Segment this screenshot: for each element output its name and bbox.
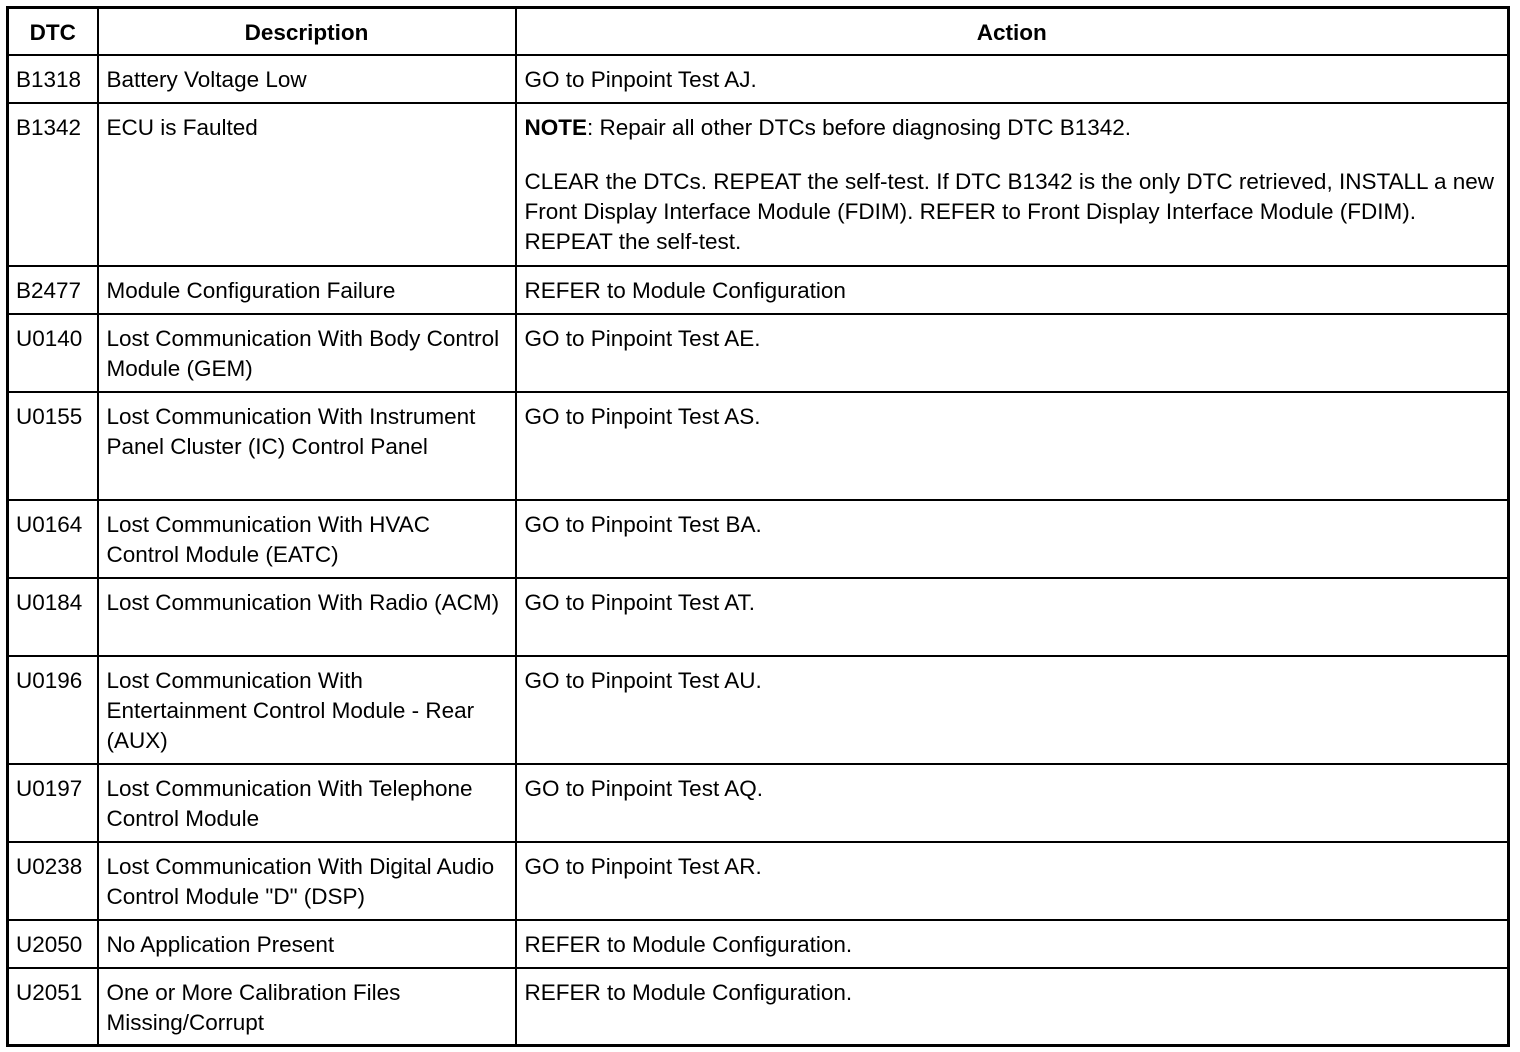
table-row	[8, 764, 1509, 842]
table-row	[8, 578, 1509, 656]
table-row	[8, 314, 1509, 392]
dtc-description: Lost Communication With Entertainment Control Module - Rear (AUX)	[98, 656, 516, 764]
dtc-action: GO to Pinpoint Test AQ.	[516, 764, 1509, 842]
header-dtc: DTC	[8, 8, 98, 55]
dtc-description: One or More Calibration Files Missing/Corrupt	[98, 968, 516, 1046]
dtc-description: No Application Present	[98, 920, 516, 968]
dtc-code: U0196	[8, 656, 98, 764]
dtc-code: U2051	[8, 968, 98, 1046]
dtc-action: GO to Pinpoint Test AU.	[516, 656, 1509, 764]
dtc-code: U0155	[8, 392, 98, 500]
table-row	[8, 656, 1509, 764]
dtc-code: U0164	[8, 500, 98, 578]
dtc-code: U0238	[8, 842, 98, 920]
table-row	[8, 500, 1509, 578]
action-text: CLEAR the DTCs. REPEAT the self-test. If DTC B1342 is the only DTC retrieved, INSTALL a new Front Display Interface Module (FDIM). REFER to Front Display Interface Module (FDIM). REPEAT the self-test.	[524, 168, 1495, 254]
dtc-description: ECU is Faulted	[98, 103, 516, 266]
dtc-description: Battery Voltage Low	[98, 55, 516, 103]
header-action: Action	[516, 8, 1509, 55]
note-label: NOTE	[524, 114, 588, 140]
dtc-description: Lost Communication With Radio (ACM)	[98, 578, 516, 656]
dtc-action: REFER to Module Configuration.	[516, 920, 1509, 968]
dtc-action	[516, 103, 1509, 266]
table-row	[8, 968, 1509, 1046]
dtc-description: Lost Communication With Instrument Panel Cluster (IC) Control Panel	[98, 392, 516, 500]
dtc-action: REFER to Module Configuration	[516, 266, 1509, 314]
dtc-action: REFER to Module Configuration.	[516, 968, 1509, 1046]
table-row	[8, 55, 1509, 103]
dtc-description: Module Configuration Failure	[98, 266, 516, 314]
dtc-description: Lost Communication With Digital Audio Control Module "D" (DSP)	[98, 842, 516, 920]
dtc-code: U0184	[8, 578, 98, 656]
table-row	[8, 920, 1509, 968]
dtc-action: GO to Pinpoint Test AR.	[516, 842, 1509, 920]
dtc-action: GO to Pinpoint Test AS.	[516, 392, 1509, 500]
dtc-description: Lost Communication With Telephone Control Module	[98, 764, 516, 842]
table-row	[8, 842, 1509, 920]
dtc-description: Lost Communication With Body Control Module (GEM)	[98, 314, 516, 392]
dtc-action: GO to Pinpoint Test AJ.	[516, 55, 1509, 103]
dtc-action: GO to Pinpoint Test AE.	[516, 314, 1509, 392]
dtc-table	[6, 6, 1510, 1047]
dtc-code: B1342	[8, 103, 98, 266]
note-text: : Repair all other DTCs before diagnosing DTC B1342.	[587, 114, 1132, 140]
dtc-code: U0197	[8, 764, 98, 842]
dtc-code: B1318	[8, 55, 98, 103]
dtc-code: B2477	[8, 266, 98, 314]
dtc-action: GO to Pinpoint Test AT.	[516, 578, 1509, 656]
header-row	[8, 8, 1509, 55]
dtc-action: GO to Pinpoint Test BA.	[516, 500, 1509, 578]
dtc-code: U2050	[8, 920, 98, 968]
dtc-code: U0140	[8, 314, 98, 392]
header-description: Description	[98, 8, 516, 55]
table-row	[8, 266, 1509, 314]
table-row	[8, 103, 1509, 266]
dtc-description: Lost Communication With HVAC Control Module (EATC)	[98, 500, 516, 578]
table-row	[8, 392, 1509, 500]
